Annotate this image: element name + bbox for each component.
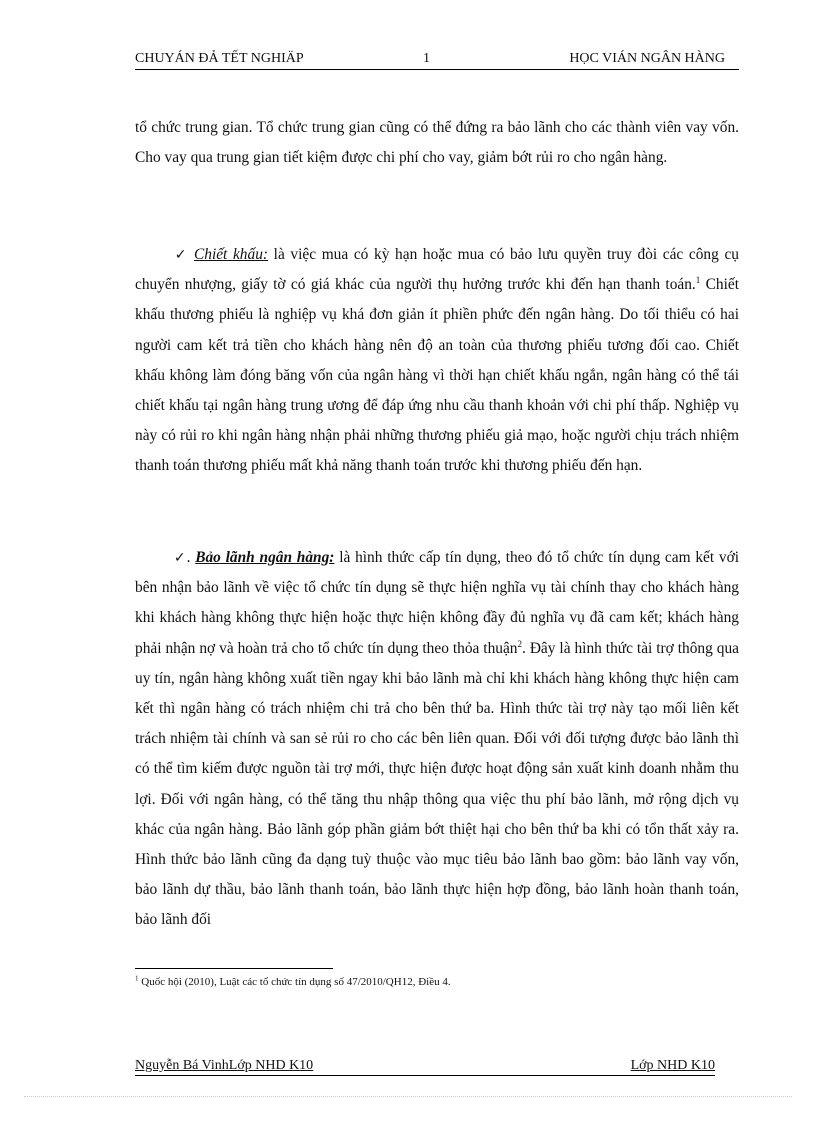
footnote-text: Quốc hội (2010), Luật các tổ chức tín dụng số 47/2010/QH12, Điều 4. bbox=[138, 976, 451, 988]
bao-lanh-text-b: . Đây là hình thức tài trợ thông qua uy tín, ngân hàng không xuất tiền ngay khi bảo lãnh mà chỉ khi khách hàng không thực hiện cam kết thì ngân hàng có trách nhiệm chi trả cho bên thứ ba. Hình thức tài trợ này tạo mối liên kết trách nhiệm tài chính và san sẻ rủi ro cho các bên liên quan. Đối với đối tượng được bảo lãnh thì có thể tìm kiếm được nguồn tài trợ mới, thực hiện được hoạt động sản xuất kinh doanh nhằm thu lợi. Đối với ngân hàng, có thể tăng thu nhập thông qua việc thu phí bảo lãnh, mở rộng dịch vụ khác của ngân hàng. Bảo lãnh góp phần giảm bớt thiệt hại cho bên thứ ba khi có tổn thất xảy ra. Hình thức bảo lãnh cũng đa dạng tuỳ thuộc vào mục tiêu bảo lãnh bao gồm: bảo lãnh vay vốn, bảo lãnh dự thầu, bảo lãnh thanh toán, bảo lãnh thực hiện hợp đồng, bảo lãnh hoàn thanh toán, bảo lãnh đối bbox=[135, 639, 739, 929]
bao-lanh-paragraph bbox=[135, 543, 739, 936]
intro-paragraph bbox=[135, 113, 739, 173]
footer-class: Lớp NHD K10 bbox=[630, 1058, 715, 1073]
intro-text: tổ chức trung gian. Tổ chức trung gian cũng có thể đứng ra bảo lãnh cho các thành viên vay vốn. Cho vay qua trung gian tiết kiệm được chi phí cho vay, giảm bớt rủi ro cho ngân hàng. bbox=[135, 119, 739, 167]
page-footer bbox=[135, 1058, 715, 1076]
page-bottom-rule bbox=[24, 1096, 792, 1097]
footnote bbox=[135, 976, 451, 988]
footer-author: Nguyễn Bá VinhLớp NHD K10 bbox=[135, 1058, 314, 1073]
bao-lanh-term: Bảo lãnh ngân hàng: bbox=[195, 549, 335, 566]
checkmark-icon: ✓ bbox=[173, 247, 189, 263]
checkmark-icon: ✓ bbox=[173, 550, 187, 566]
header-title-right: HỌC VIÁN NGÂN HÀNG bbox=[569, 51, 725, 66]
footnote-number: 1 bbox=[135, 974, 139, 983]
header-page-number: 1 bbox=[423, 51, 430, 66]
chiet-khau-paragraph bbox=[135, 240, 739, 482]
chiet-khau-text-a: là việc mua có kỳ hạn hoặc mua có bảo lưu quyền truy đòi các công cụ chuyển nhượng, giấy tờ có giá khác của người thụ hưởng trước khi đến hạn thanh toán. bbox=[135, 246, 739, 294]
footnote-ref-1[interactable]: 1 bbox=[695, 275, 701, 286]
bao-lanh-prefix: . bbox=[186, 549, 196, 566]
footnote-separator bbox=[135, 968, 333, 969]
chiet-khau-text-b: Chiết khấu thương phiếu là nghiệp vụ khá đơn giản ít phiền phức đến ngân hàng. Do tối thiểu có hai người cam kết trả tiền cho khách hàng nên độ an toàn của thương phiếu tương đối cao. Chiết khấu không làm đóng băng vốn của ngân hàng vì thời hạn chiết khấu ngắn, ngân hàng có thể tái chiết khấu tại ngân hàng trung ương để đáp ứng nhu cầu thanh khoản với chi phí thấp. Nghiệp vụ này có rủi ro khi ngân hàng nhận phải những thương phiếu giả mạo, hoặc người chịu trách nhiệm thanh toán thương phiếu mất khả năng thanh toán trước khi thương phiếu đến hạn. bbox=[135, 276, 739, 475]
bao-lanh-text-a: là hình thức cấp tín dụng, theo đó tổ chức tín dụng cam kết với bên nhận bảo lãnh về việc tổ chức tín dụng sẽ thực hiện nghĩa vụ tài chính thay cho khách hàng khi khách hàng không thực hiện hoặc thực hiện không đầy đủ nghĩa vụ đã cam kết; khách hàng phải nhận nợ và hoàn trả cho tổ chức tín dụng theo thỏa thuận bbox=[135, 549, 740, 657]
chiet-khau-term: Chiết khấu: bbox=[193, 246, 269, 263]
page-header bbox=[135, 49, 739, 70]
footnote-ref-2[interactable]: 2 bbox=[517, 638, 523, 649]
header-title-left: CHUYÁN ĐẢ TẾT NGHIÄP bbox=[135, 51, 304, 66]
